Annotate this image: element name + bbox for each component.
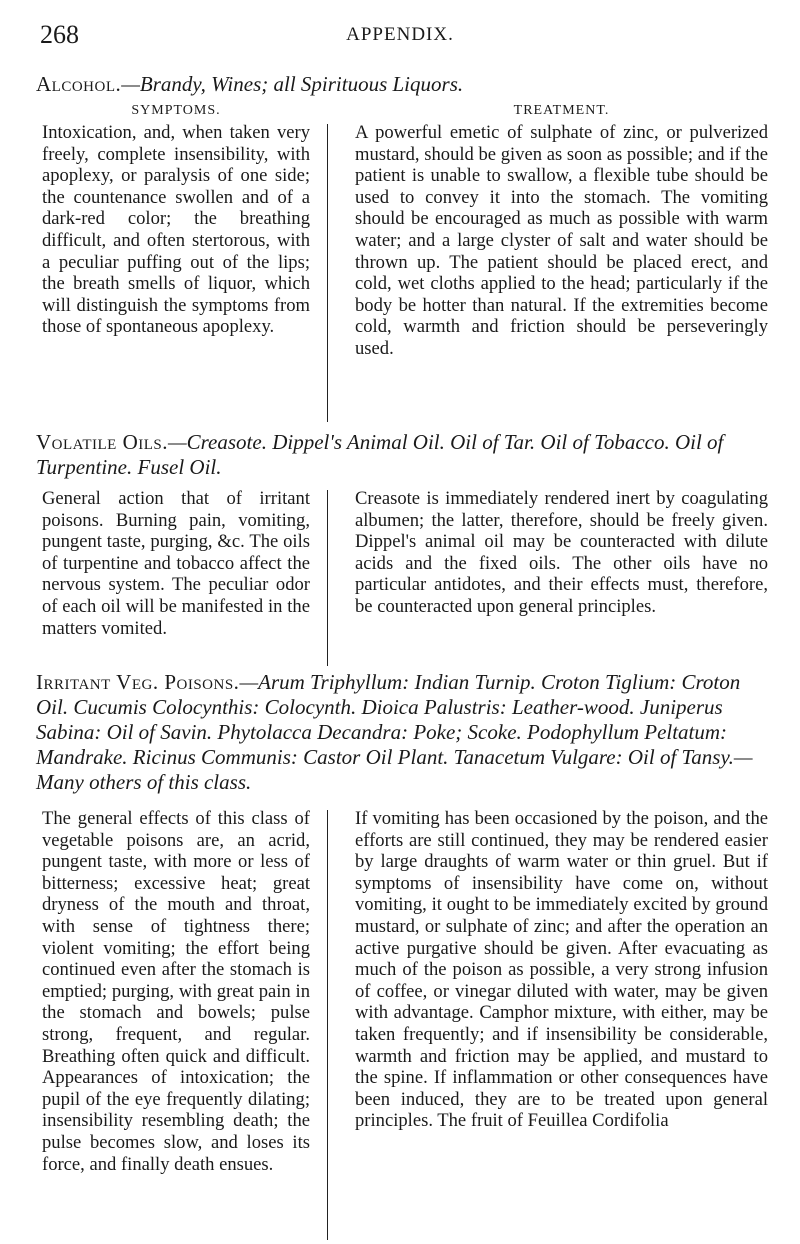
irritant-title-items: —Arum Triphyllum: Indian Turnip. Croton Tiglium: Croton Oil. Cucumis Colocynthis: Colocynth. Dioica Palustris: Leather-wood. Juniperus Sabina: Oil of Savin. Phytolacca Decandra: Poke; Scoke. Podophyllum Peltatum: Mandrake. Ricinus Communis: Castor Oil Plant. Tanacetum Vulgare: Oil of Tansy.— Many others of this class. — [36, 670, 753, 794]
volatile-symptoms-text: General action that of irritant poisons. Burning pain, vomiting, pungent taste, purging, &c. The oils of turpentine and tobacco affect the nervous system. The peculiar odor of each oil will be manifested in the matters vomited. — [42, 488, 310, 639]
volatile-symptoms — [42, 488, 310, 639]
irritant-treatment-text: If vomiting has been occasioned by the poison, and the efforts are still continued, they may be rendered easier by large draughts of warm water or thin gruel. But if symptoms of insensibility have come on, without vomiting, it ought to be immediately excited by ground mustard, or sulphate of zinc; and after the operation an active purgative should be given. After evacuating as much of the poison as possible, a very strong infusion of coffee, or vinegar diluted with water, may be given with advantage. Camphor mixture, with either, may be taken frequently; and if insensibility be considerable, warmth and friction may be applied, and mustard to the spine. If inflammation or other consequences have been induced, they are to be treated upon general principles. The fruit of Feuillea Cordifolia — [355, 808, 768, 1132]
alcohol-heading — [36, 72, 766, 97]
irritant-symptoms-text: The general effects of this class of vegetable poisons are, an acrid, pungent taste, with more or less of bitterness; excessive heat; great dryness of the mouth and throat, with sense of tightness there; violent vomiting; the effort being continued even after the stomach is emptied; purging, with great pain in the stomach and bowels; pulse strong, frequent, and regular. Breathing often quick and difficult. Appearances of intoxication; the pupil of the eye frequently dilating; insensibility resembling death; the pulse becomes slow, and loses its force, and finally death ensues. — [42, 808, 310, 1175]
volatile-treatment — [355, 488, 768, 618]
page-number: 268 — [40, 20, 79, 49]
alcohol-symptoms-text: Intoxication, and, when taken very freely, complete insensibility, with apoplexy, or paralysis of one side; the countenance swollen and of a dark-red color; the breathing difficult, and often stertorous, with a peculiar puffing out of the lips; the breath smells of liquor, which will distinguish the symptoms from those of spontaneous apoplexy. — [42, 122, 310, 338]
alcohol-treatment — [355, 122, 768, 360]
treatment-label: TREATMENT. — [513, 103, 610, 118]
volatile-title: Volatile Oils. — [36, 430, 168, 454]
irritant-symptoms — [42, 808, 310, 1175]
column-divider — [327, 490, 328, 666]
alcohol-title: Alcohol. — [36, 72, 122, 96]
volatile-title-items: —Creasote. Dippel's Animal Oil. Oil of Tar. Oil of Tobacco. Oil of Turpentine. Fusel Oil. — [36, 430, 724, 479]
symptoms-label: SYMPTOMS. — [131, 103, 221, 118]
column-divider — [327, 124, 328, 422]
running-head: APPENDIX. — [346, 24, 454, 45]
irritant-heading — [36, 670, 766, 795]
irritant-treatment — [355, 808, 768, 1132]
irritant-title: Irritant Veg. Poisons. — [36, 670, 240, 694]
volatile-heading — [36, 430, 766, 480]
column-divider — [327, 810, 328, 1240]
alcohol-title-items: —Brandy, Wines; all Spirituous Liquors. — [121, 72, 464, 96]
alcohol-treatment-text: A powerful emetic of sulphate of zinc, or pulverized mustard, should be given as soon as possible; and if the patient is unable to swallow, a flexible tube should be used to convey it into the stomach. The vomiting should be encouraged as much as possible with warm water; and a large clyster of salt and water should be thrown up. The patient should be placed erect, and cold, wet cloths applied to the head; particularly if the body be hotter than natural. If the extremities become cold, warmth and friction should be perseveringly used. — [355, 122, 768, 359]
volatile-treatment-text: Creasote is immediately rendered inert by coagulating albumen; the latter, therefore, should be freely given. Dippel's animal oil may be counteracted with dilute acids and the fixed oils. The other oils have no particular antidotes, and their effects must, therefore, be counteracted upon general principles. — [355, 488, 768, 617]
alcohol-symptoms — [42, 122, 310, 338]
